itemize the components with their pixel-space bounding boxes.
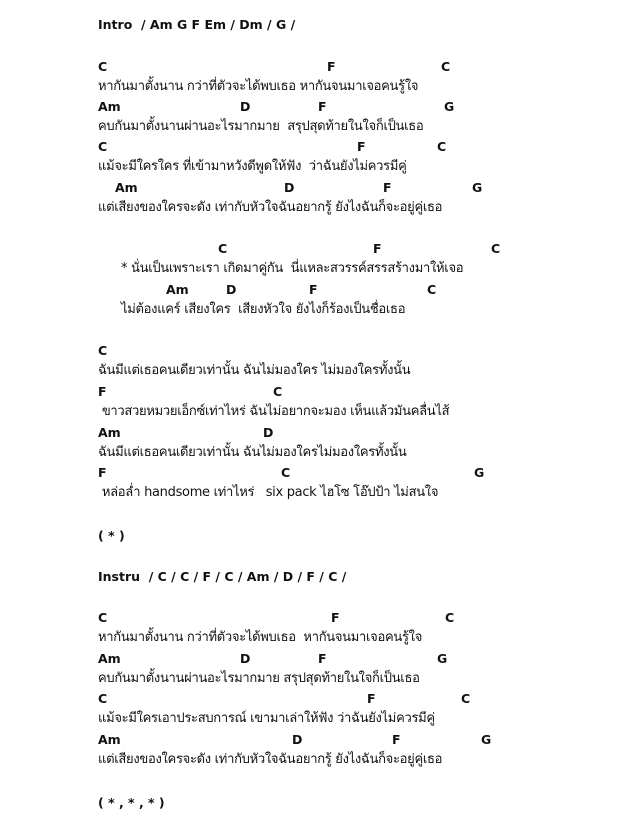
chord-d: D [240,651,251,666]
chord-c: C [491,241,501,256]
chord-c: C [98,59,108,74]
chord-f: F [318,99,327,114]
chord-am: Am [98,651,121,666]
chord-f: F [98,465,107,480]
chord-am: Am [98,732,121,747]
chord-d: D [284,180,295,195]
chord-am: Am [98,425,121,440]
chorus-repeat: ( * ) [98,528,125,543]
chord-g: G [437,651,448,666]
chord-c: C [98,139,108,154]
chord-f: F [309,282,318,297]
intro-line: Intro / Am G F Em / Dm / G / [98,17,296,32]
outro-repeat: ( * , * , * ) [98,795,165,810]
chord-c: C [281,465,291,480]
chord-f: F [383,180,392,195]
lyric-line: ขาวสวยหมวยเอ็กซ์เท่าไหร่ ฉันไม่อยากจะมอง เห็นแล้วมันคลื่นไส้ [98,404,450,419]
lyric-line: ไม่ต้องแคร์ เสียงใคร เสียงหัวใจ ยังไงก็ร้องเป็นชื่อเธอ [121,302,406,317]
chord-c: C [461,691,471,706]
chord-c: C [98,691,108,706]
chord-d: D [240,99,251,114]
chord-g: G [444,99,455,114]
lyric-line: คบกันมาตั้งนานผ่านอะไรมากมาย สรุปสุดท้ายในใจก็เป็นเธอ [98,119,424,134]
lyric-line: แม้จะมีใครใคร ที่เข้ามาหวังดีพูดให้ฟัง ว่าฉันยังไม่ควรมีคู่ [98,159,407,174]
chord-g: G [481,732,492,747]
lyric-line: แม้จะมีใครเอาประสบการณ์ เขามาเล่าให้ฟัง ว่าฉันยังไม่ควรมีคู่ [98,711,435,726]
chord-f: F [367,691,376,706]
chord-f: F [357,139,366,154]
chord-f: F [392,732,401,747]
chord-am: Am [98,99,121,114]
chord-f: F [327,59,336,74]
lyric-line: ฉันมีแต่เธอคนเดียวเท่านั้น ฉันไม่มองใครไม่มองใครทั้งนั้น [98,445,407,460]
lyric-line: หล่อล่ำ handsome เท่าไหร่ six pack ไฮโซ โอ๊ปป้า ไม่สนใจ [98,485,439,500]
lyric-line: หากันมาตั้งนาน กว่าที่ตัวจะได้พบเธอ หากันจนมาเจอคนรู้ใจ [98,630,423,645]
chord-g: G [474,465,485,480]
chord-c: C [437,139,447,154]
lyric-line: ฉันมีแต่เธอคนเดียวเท่านั้น ฉันไม่มองใคร ไม่มองใครทั้งนั้น [98,363,411,378]
chord-f: F [98,384,107,399]
chord-c: C [445,610,455,625]
chord-c: C [98,343,108,358]
chord-am: Am [166,282,189,297]
lyric-line: * นั่นเป็นเพราะเรา เกิดมาคู่กัน นี่แหละสวรรค์สรรสร้างมาให้เจอ [121,261,464,276]
chord-c: C [98,610,108,625]
chord-am: Am [115,180,138,195]
chord-c: C [218,241,228,256]
chord-g: G [472,180,483,195]
chord-d: D [226,282,237,297]
chord-d: D [263,425,274,440]
chord-f: F [373,241,382,256]
instrumental-line: Instru / C / C / F / C / Am / D / F / C / [98,569,347,584]
lyric-line: แต่เสียงของใครจะดัง เท่ากับหัวใจฉันอยากรู้ ยังไงฉันก็จะอยู่คู่เธอ [98,200,443,215]
lyric-line: หากันมาตั้งนาน กว่าที่ตัวจะได้พบเธอ หากันจนมาเจอคนรู้ใจ [98,79,419,94]
chord-c: C [273,384,283,399]
lyric-line: คบกันมาตั้งนานผ่านอะไรมากมาย สรุปสุดท้ายในใจก็เป็นเธอ [98,671,420,686]
chord-d: D [292,732,303,747]
chord-f: F [331,610,340,625]
lyric-line: แต่เสียงของใครจะดัง เท่ากับหัวใจฉันอยากรู้ ยังไงฉันก็จะอยู่คู่เธอ [98,752,443,767]
chord-c: C [441,59,451,74]
chord-c: C [427,282,437,297]
chord-f: F [318,651,327,666]
